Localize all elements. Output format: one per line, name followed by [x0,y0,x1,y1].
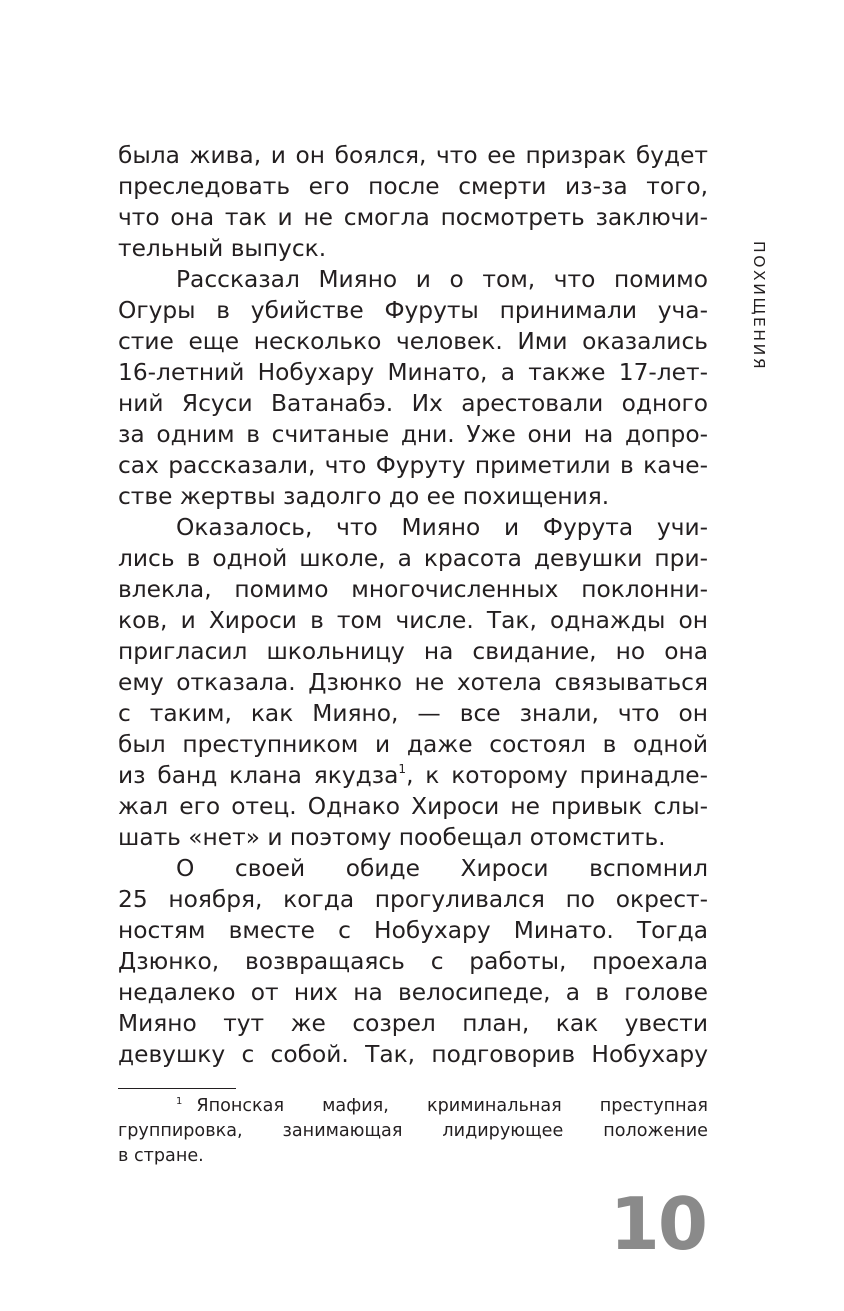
text-line [118,1039,708,1070]
text-line-content: ний Ясуси Ватанабэ. Их арестовали одного [118,390,708,417]
footnote-line [118,1144,708,1169]
text-line-content: пригласил школьницу на свидание, но она [118,638,708,665]
text-line-content: стве жертвы задолго до ее похищения. [118,483,610,510]
text-line-content: ему отказала. Дзюнко не хотела связываться [118,669,708,696]
footnote-line [118,1119,708,1144]
text-line [118,574,708,605]
text-line-content: была жива, и он боялся, что ее призрак будет [118,142,708,169]
text-line [118,233,708,264]
text-line-content: был преступником и даже состоял в одной [118,731,708,758]
footnote-line-content: группировка, занимающая лидирующее положение [118,1121,708,1141]
footnote-line-content: в стране. [118,1146,204,1166]
text-line [118,884,708,915]
footnote-divider [118,1088,236,1089]
text-line-content: ностям вместе с Нобухару Минато. Тогда [118,917,708,944]
text-line [118,140,708,171]
text-line [118,605,708,636]
text-line-content: ков, и Хироси в том числе. Так, однажды он [118,607,708,634]
text-line [118,977,708,1008]
text-line [118,915,708,946]
text-line-content: преследовать его после смерти из-за того, [118,173,708,200]
text-line [118,481,708,512]
text-line-content: О своей обиде Хироси вспомнил [176,855,708,882]
text-line [118,543,708,574]
text-line [118,698,708,729]
text-line [118,171,708,202]
text-line-content: лись в одной школе, а красота девушки при- [118,545,708,572]
text-line-content: Дзюнко, возвращаясь с работы, проехала [118,948,708,975]
text-line [118,760,708,791]
text-line [118,295,708,326]
text-line [118,1008,708,1039]
text-line [118,667,708,698]
running-head: ПОХИЩЕНИЯ [750,241,768,372]
text-line [118,388,708,419]
text-line [118,946,708,977]
text-line-content: стие еще несколько человек. Ими оказались [118,328,708,355]
text-line [118,419,708,450]
text-line [118,450,708,481]
text-line [118,636,708,667]
text-line-content: Оказалось, что Мияно и Фурута учи- [176,514,708,541]
body-text [118,140,708,1070]
text-line-content: девушку с собой. Так, подговорив Нобухару [118,1041,708,1068]
footnote [118,1094,708,1169]
text-line-content: влекла, помимо многочисленных поклонни- [118,576,708,603]
footnote-line-content: Японская мафия, криминальная преступная [196,1096,708,1116]
text-line-content: 16-летний Нобухару Минато, а также 17-лет- [118,359,708,386]
footnote-line [118,1094,708,1119]
text-line-content: Огуры в убийстве Фуруты принимали уча- [118,297,708,324]
text-line [118,822,708,853]
text-line-content: за одним в считаные дни. Уже они на допро- [118,421,708,448]
text-line [118,853,708,884]
text-line [118,729,708,760]
text-line-content: недалеко от них на велосипеде, а в голове [118,979,708,1006]
text-line-content: Мияно тут же созрел план, как увести [118,1010,708,1037]
text-line-content: , к которому принадле- [406,762,709,789]
text-line-content: жал его отец. Однако Хироси не привык слы- [118,793,708,820]
text-line-content: из банд клана якудза [118,762,399,789]
footnote-marker: 1 [176,1096,183,1107]
text-line [118,791,708,822]
text-line [118,357,708,388]
text-line [118,326,708,357]
text-line-content: 25 ноября, когда прогуливался по окрест- [118,886,708,913]
text-line [118,202,708,233]
text-line-content: что она так и не смогла посмотреть заключи- [118,204,708,231]
text-line-content: с таким, как Мияно, — все знали, что он [118,700,708,727]
page-number: 10 [609,1182,706,1266]
text-line-content: тельный выпуск. [118,235,327,262]
text-line [118,512,708,543]
text-line [118,264,708,295]
text-line-content: сах рассказали, что Фуруту приметили в каче- [118,452,708,479]
text-line-content: шать «нет» и поэтому пообещал отомстить. [118,824,666,851]
footnote-reference[interactable]: 1 [398,762,407,776]
text-line-content: Рассказал Мияно и о том, что помимо [176,266,708,293]
